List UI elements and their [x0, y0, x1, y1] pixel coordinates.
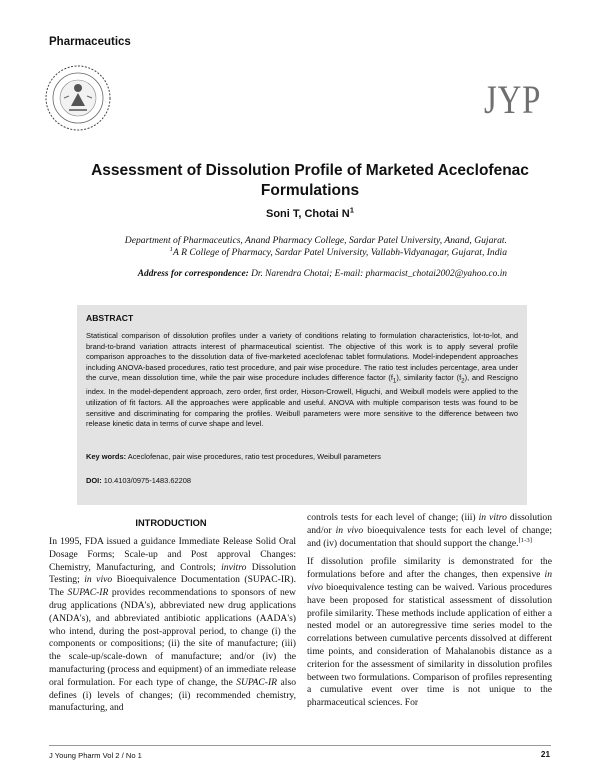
correspondence: Address for correspondence: Dr. Narendra Chotai; E-mail: pharmacist_chotai2002@yahoo.co.in [137, 269, 507, 279]
keywords: Key words: Aceclofenac, pair wise procedures, ratio test procedures, Weibull parameters [86, 452, 382, 461]
journal-logo [42, 62, 114, 134]
journal-mark: JYP [484, 77, 542, 122]
article-title: Assessment of Dissolution Profile of Marketed Aceclofenac Formulations [91, 162, 529, 199]
paragraph: controls tests for each level of change; (iii) in vitro dissolution and/or in vivo bioequivalence tests for each level of change; and (iv) documentation that should support the change.[1-3] [307, 512, 553, 549]
authors: Soni T, Chotai $N^1$ [265, 205, 354, 220]
right-column-text [307, 512, 552, 710]
footer-journal: J Young Pharm Vol 2 / No 1 [49, 751, 142, 760]
introduction-heading: INTRODUCTION [135, 518, 207, 528]
abstract-text: Statistical comparison of dissolution profiles under a variety of conditions relating to formulation characteristics, lot-to-lot, and brand-to-brand variation attracts interest of pharmaceutical scientist. The objective of this work is to apply several profile comparison approaches to the dissolution data of five-marketed aceclofenac tablet formulations. Model-independent approaches including ANOVA-based procedures, ratio test procedure, and pair wise procedure. The ratio test includes percentage, area under the curve, mean dissolution time, while the pair wise procedure includes difference factor $(f_1)$, similarity factor $(f_2)$, and Rescigno index. In the model-dependent approach, zero order, first order, Hixson-Crowell, Higuchi, and Weibull models were applied to the utilization of fit factors. All the approaches were applicable and useful. ANOVA with multiple comparison tests was found to be sensitive and discriminating for comparing the profiles. Weibull parameters were more sensitive to the difference between two release kinetic data in terms of curve shape and level. [86, 331, 519, 429]
affiliations [67, 235, 507, 258]
paragraph: If dissolution profile similarity is demonstrated for the formulations before and after the changes, then expensive in vivo bioequivalence testing can be waived. Various procedures have been proposed for statistical assessment of dissolution profile similarity. These methods include application of either a nested model or an autoregressive time series model to the correlations between cumulative percents dissolved at different time points, and consideration of Mahalanobis distance as a criterion for the assessment of similarity in dissolution profiles between two formulations. Comparison of profiles representing a cumulative event over time is not unique to the pharmaceutical sciences. For [307, 556, 552, 709]
footer-divider [49, 745, 551, 746]
section-label: Pharmaceutics [49, 36, 131, 48]
page-number: 21 [540, 750, 550, 759]
affiliation-1: Department of Pharmaceutics, Anand Pharmacy College, Sardar Patel University, Anand, Gujarat. [124, 235, 507, 246]
affiliation-2: $^1$A R College of Pharmacy, Sardar Patel University, Vallabh-Vidyanagar, Gujarat, India [169, 245, 507, 258]
abstract-heading: ABSTRACT [86, 313, 134, 323]
left-column-text: In 1995, FDA issued a guidance Immediate Release Solid Oral Dosage Forms; Scale-up and Post approval Changes: Chemistry, Manufacturing, and Controls; invitro Dissolution Testing; in vivo Bioequivalence Documentation (SUPAC-IR). The SUPAC-IR provides recommendations to sponsors of new drug applications (NDA's), abbreviated new drug applications (ANDA's), and abbreviated antibiotic applications (AADA's) who intend, during the post-approval period, to change (i) the components or compositions; (ii) the site of manufacture; (iii) the scale-up/scale-down of manufacture; and/or (iv) the manufacturing (process and equipment) of an immediate release oral formulation. For each type of change, the SUPAC-IR also defines (i) levels of changes; (ii) recommended chemistry, manufacturing, and [49, 536, 297, 714]
doi: DOI: 10.4103/0975-1483.62208 [86, 476, 192, 485]
